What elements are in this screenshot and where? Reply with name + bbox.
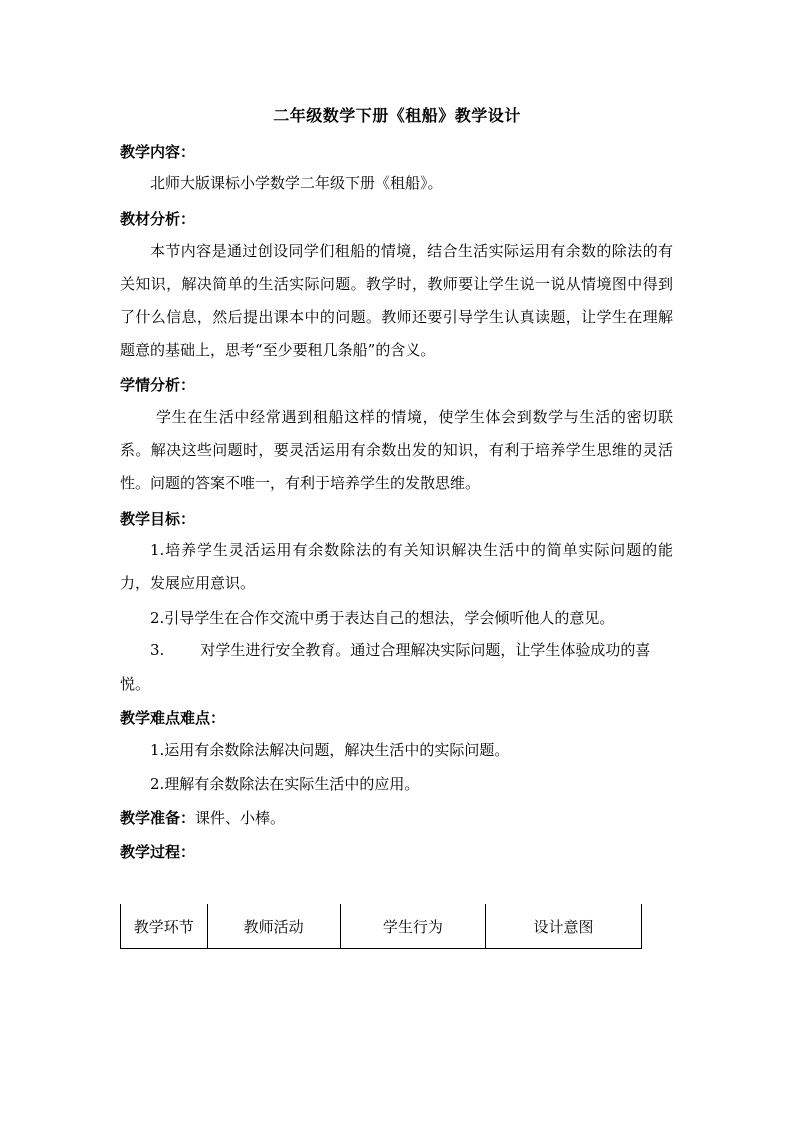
content-text: 北师大版课标小学数学二年级下册《租船》。 [150,174,443,192]
goal-item-3-text: 对学生进行安全教育。通过合理解决实际问题，让学生体验成功的喜 [200,641,651,659]
document-title: 二年级数学下册《租船》教学设计 [273,106,521,125]
heading-students: 学情分析： [120,376,196,394]
heading-process: 教学过程： [120,843,196,861]
students-text: 学生在生活中经常遇到租船这样的情境，使学生体会到数学与生活的密切联系。解决这些问题时，要灵活运用有余数出发的知识，有利于培养学生思维的灵活性。问题的答案不唯一，有利于培养学生的发散思维。 [120,408,673,492]
difficulty-item-2: 2.理解有余数除法在实际生活中的应用。 [150,775,420,793]
heading-prep: 教学准备： [120,809,196,827]
goal-item-2: 2.引导学生在合作交流中勇于表达自己的想法，学会倾听他人的意见。 [150,609,615,627]
table-header-cell: 教学环节 [121,904,208,949]
table-header-cell: 学生行为 [340,904,485,949]
table-header-cell: 教师活动 [207,904,340,949]
difficulty-item-1: 1.运用有余数除法解决问题，解决生活中的实际问题。 [150,741,510,759]
prep-text: 课件、小棒。 [195,809,286,827]
goal-item-1: 1.培养学生灵活运用有余数除法的有关知识解决生活中的简单实际问题的能力，发展应用意识。 [120,541,673,592]
goal-item-3-continued: 悦。 [120,675,151,693]
table-header-row [121,904,642,949]
prep-line [120,807,285,829]
heading-goals: 教学目标： [120,510,196,528]
table-header-cell: 设计意图 [485,904,641,949]
process-table [120,904,642,949]
heading-difficulties: 教学难点难点： [120,709,226,727]
heading-content: 教学内容： [120,143,196,161]
material-text: 本节内容是通过创设同学们租船的情境，结合生活实际运用有余数的除法的有关知识，解决简单的生活实际问题。教学时，教师要让学生说一说从情境图中得到了什么信息，然后提出课本中的问题。教师还要引导学生认真读题，让学生在理解题意的基础上，思考“至少要租几条船”的含义。 [120,242,673,359]
heading-material: 教材分析： [120,210,196,228]
goal-item-3 [150,634,673,667]
goal-item-3-number: 3. [150,641,165,659]
